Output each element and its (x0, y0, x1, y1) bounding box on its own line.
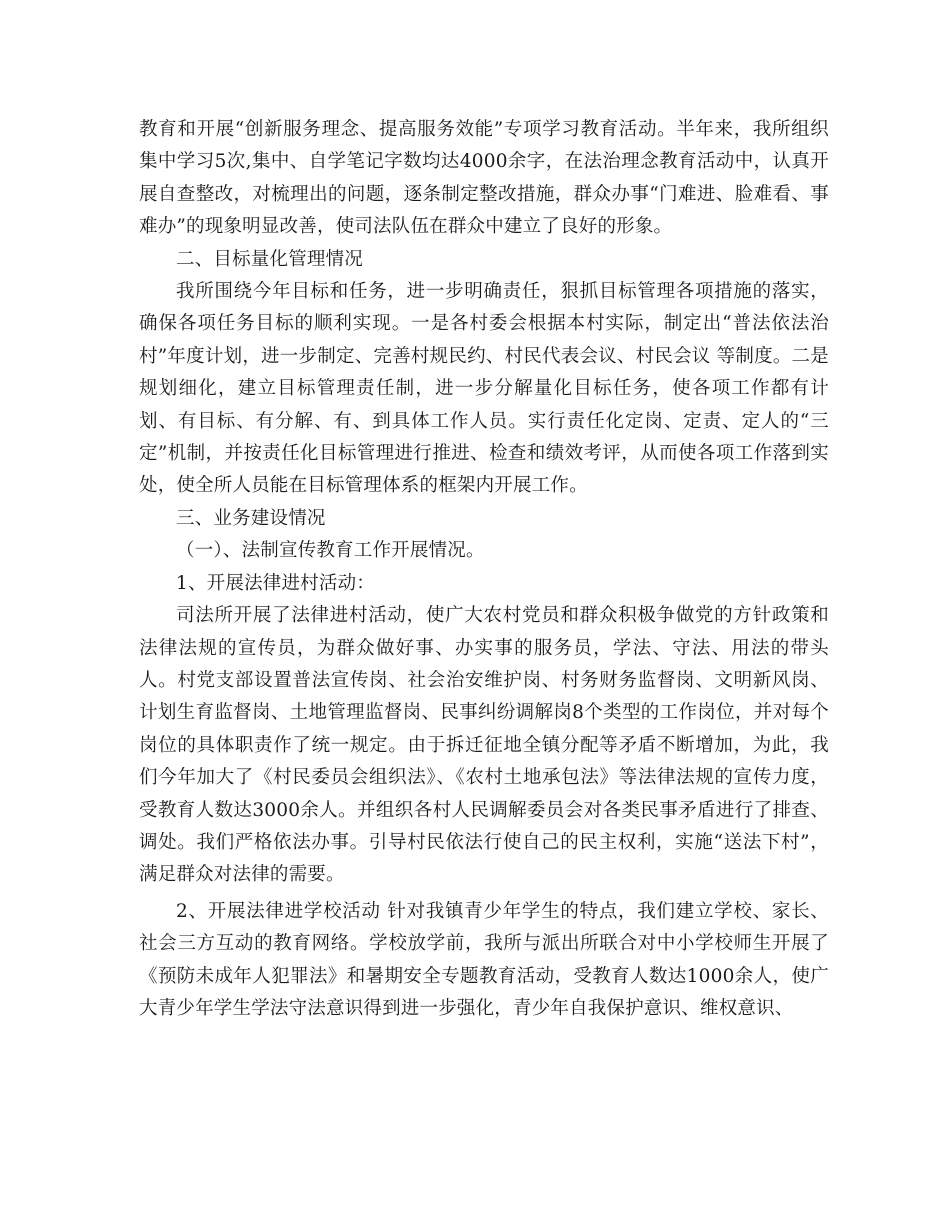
paragraph-law-into-village: 司法所开展了法律进村活动，使广大农村党员和群众积极争做党的方针政策和法律法规的宣传员，为群众做好事、办实事的服务员，学法、守法、用法的带头人。村党支部设置普法宣传岗、社会治安维护岗、村务财务监督岗、文明新风岗、计划生育监督岗、土地管理监督岗、民事纠纷调解岗8个类型的工作岗位，并对每个岗位的具体职责作了统一规定。由于拆迁征地全镇分配等矛盾不断增加，为此，我们今年加大了《村民委员会组织法》、《农村土地承包法》等法律法规的宣传力度，受教育人数达3000余人。并组织各村人民调解委员会对各类民事矛盾进行了排查、调处。我们严格依法办事。引导村民依法行使自己的民主权利，实施“送法下村”，满足群众对法律的需要。 (139, 605, 829, 886)
document-body (139, 114, 829, 1025)
paragraph-law-into-school: 2、开展法律进学校活动 针对我镇青少年学生的特点，我们建立学校、家长、社会三方互动的教育网络。学校放学前，我所与派出所联合对中小学校师生开展了《预防未成年人犯罪法》和暑期安全专题教育活动，受教育人数达1000余人，使广大青少年学生学法守法意识得到进一步强化，青少年自我保护意识、维权意识、 (139, 900, 829, 1019)
paragraph-continuation: 教育和开展“创新服务理念、提高服务效能”专项学习教育活动。半年来，我所组织集中学习5次,集中、自学笔记字数均达4000余字，在法治理念教育活动中，认真开展自查整改，对梳理出的问题，逐条制定整改措施，群众办事“门难进、脸难看、事难办”的现象明显改善，使司法队伍在群众中建立了良好的形象。 (139, 119, 829, 238)
item-heading-1: 1、开展法律进村活动： (176, 572, 375, 594)
subsection-heading-1: （一）、法制宣传教育工作开展情况。 (176, 540, 485, 562)
paragraph-target-management: 我所围绕今年目标和任务，进一步明确责任，狠抓目标管理各项措施的落实，确保各项任务目标的顺利实现。一是各村委会根据本村实际，制定出“普法依法治村”年度计划，进一步制定、完善村规民约、村民代表会议、村民会议 等制度。二是规划细化，建立目标管理责任制，进一步分解量化目标任务，使各项工作都有计划、有目标、有分解、有、到具体工作人员。实行责任化定岗、定责、定人的“三定”机制，并按责任化目标管理进行推进、检查和绩效考评，从而使各项工作落到实处，使全所人员能在目标管理体系的框架内开展工作。 (139, 281, 829, 497)
section-heading-2: 二、目标量化管理情况 (176, 248, 364, 270)
section-heading-3: 三、业务建设情况 (176, 507, 326, 529)
